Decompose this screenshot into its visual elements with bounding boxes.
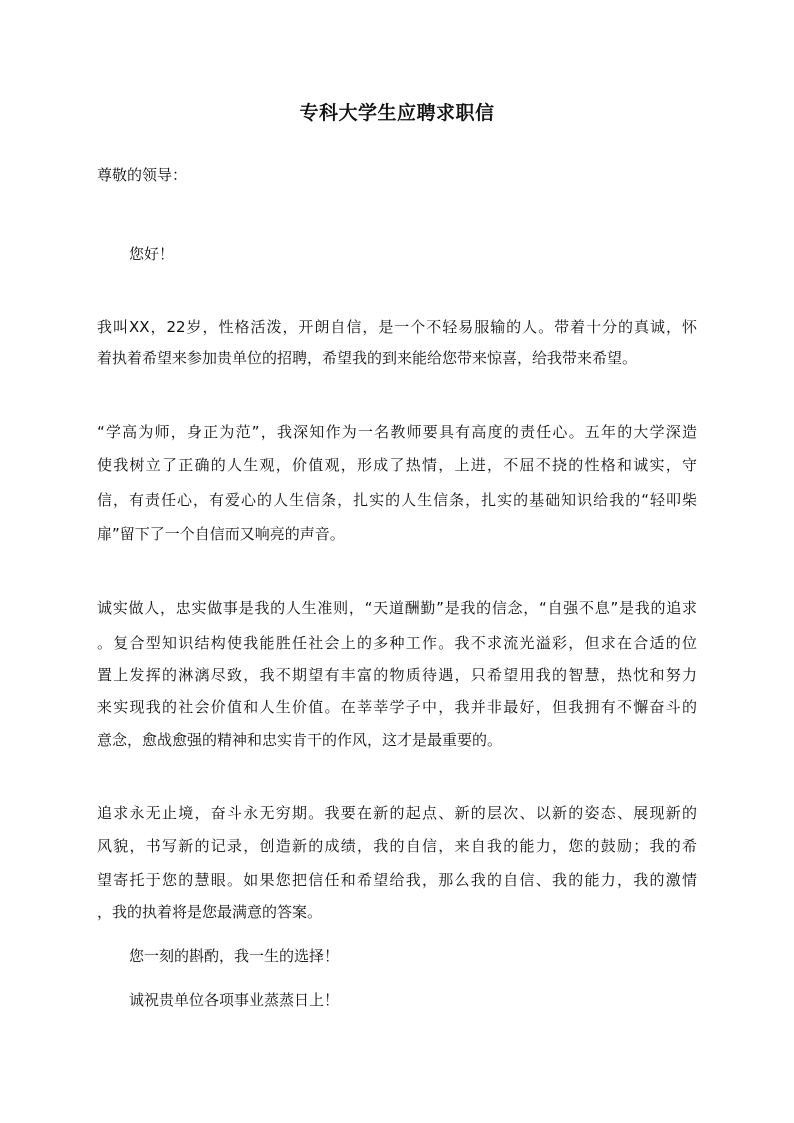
paragraph-line: 。复合型知识结构使我能胜任社会上的多种工作。我不求流光溢彩，但求在合适的位 — [97, 634, 697, 652]
paragraph-line: 置上发挥的淋漓尽致，我不期望有丰富的物质待遇，只希望用我的智慧，热忱和努力 — [97, 666, 697, 684]
paragraph-line: 诚实做人，忠实做事是我的人生准则，“天道酬勤”是我的信念，“自强不息”是我的追求 — [97, 599, 697, 617]
paragraph-line: 望寄托于您的慧眼。如果您把信任和希望给我，那么我的自信、我的能力，我的激情 — [97, 871, 697, 889]
paragraph-line: 来实现我的社会价值和人生价值。在莘莘学子中，我并非最好，但我拥有不懈奋斗的 — [97, 698, 697, 716]
paragraph-line: 扉”留下了一个自信而又响亮的声音。 — [97, 525, 345, 543]
paragraph-line: 着执着希望来参加贵单位的招聘，希望我的到来能给您带来惊喜，给我带来希望。 — [97, 349, 638, 367]
closing-line: 诚祝贵单位各项事业蒸蒸日上！ — [129, 991, 340, 1009]
paragraph-line: 追求永无止境，奋斗永无穷期。我要在新的起点、新的层次、以新的姿态、展现新的 — [97, 804, 697, 822]
paragraph-line: ，我的执着将是您最满意的答案。 — [97, 903, 323, 921]
salutation: 尊敬的领导： — [97, 166, 188, 184]
paragraph-line: 意念，愈战愈强的精神和忠实肯干的作风，这才是最重要的。 — [97, 731, 503, 749]
closing-line: 您一刻的斟酌，我一生的选择！ — [129, 947, 340, 965]
paragraph-line: “学高为师，身正为范”，我深知作为一名教师要具有高度的责任心。五年的大学深造 — [97, 423, 697, 441]
greeting: 您好！ — [129, 245, 175, 263]
paragraph-line: 我叫XX，22岁，性格活泼，开朗自信，是一个不轻易服输的人。带着十分的真诚，怀 — [97, 318, 697, 336]
paragraph-line: 风貌，书写新的记录，创造新的成绩，我的自信，来自我的能力，您的鼓励；我的希 — [97, 837, 697, 855]
paragraph-line: 使我树立了正确的人生观，价值观，形成了热情，上进，不屈不挠的性格和诚实，守 — [97, 456, 697, 474]
paragraph-line: 信，有责任心，有爱心的人生信条，扎实的人生信条，扎实的基础知识给我的“轻叩柴 — [97, 491, 697, 509]
document-title: 专科大学生应聘求职信 — [299, 102, 495, 124]
